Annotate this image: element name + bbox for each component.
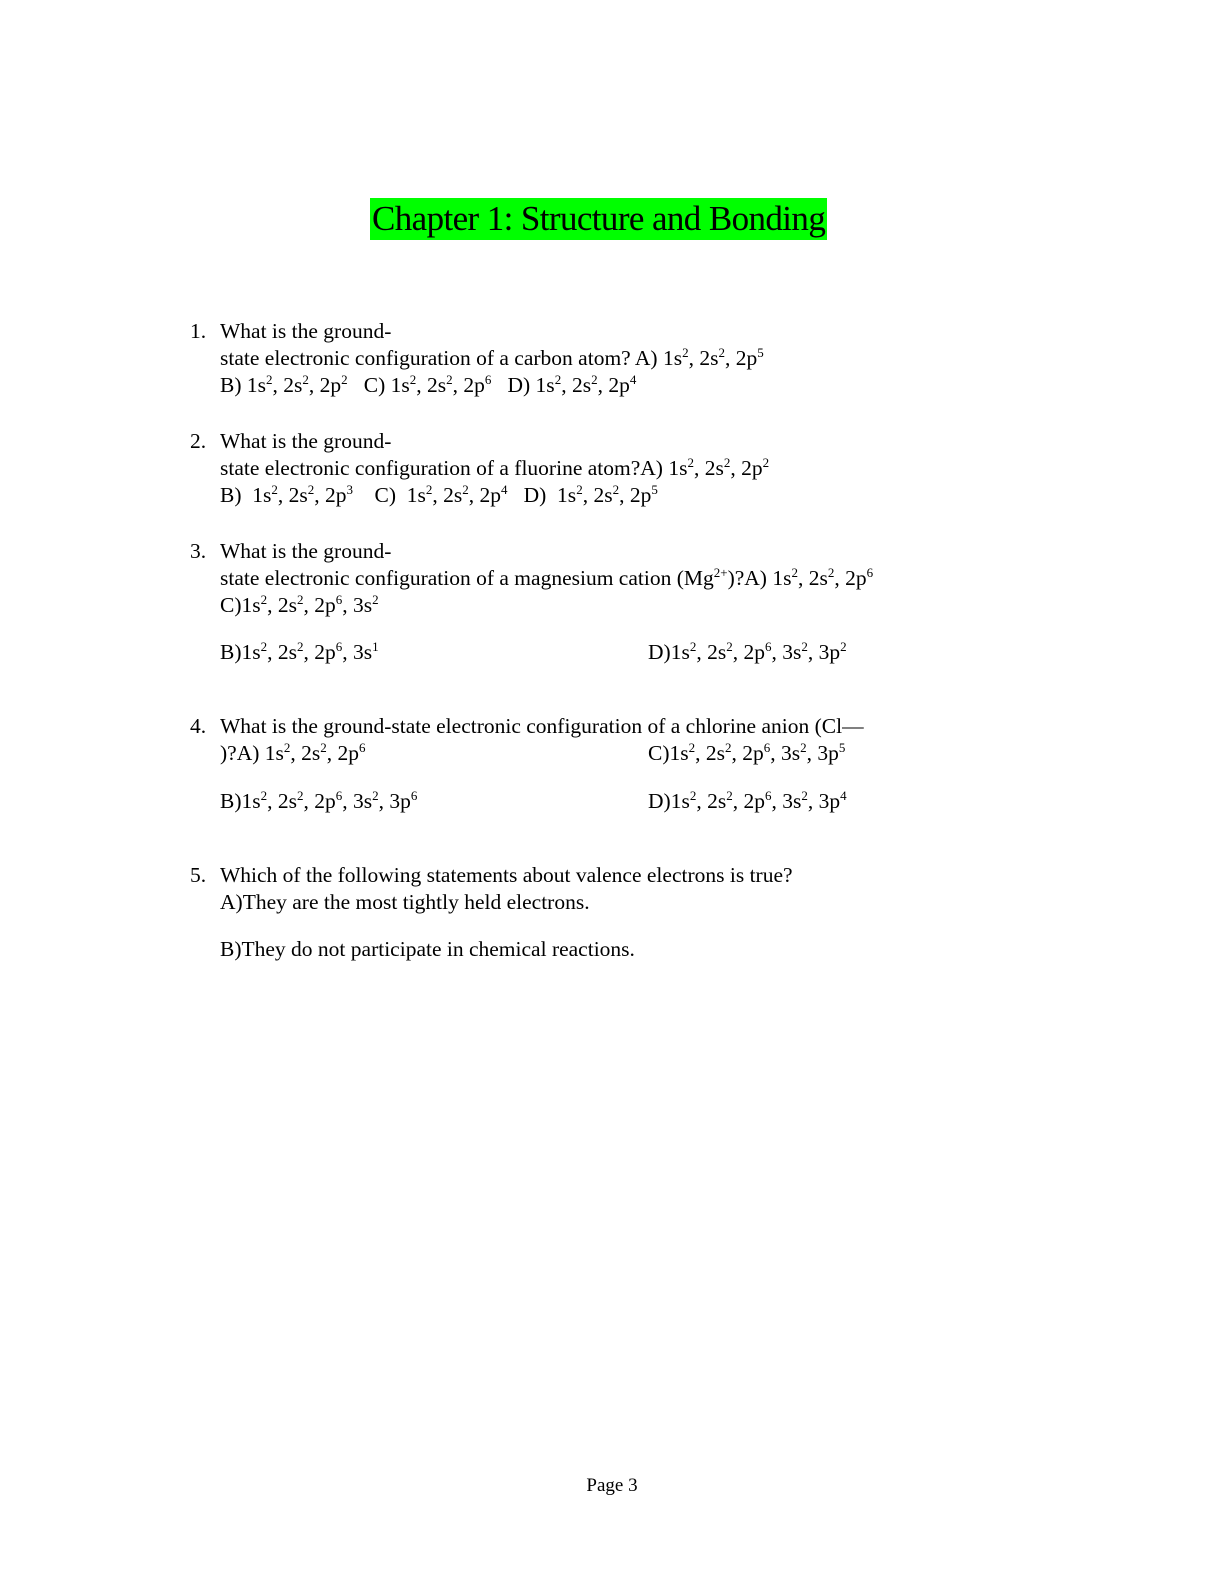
answer-option-a: A)They are the most tightly held electrons. [220, 890, 590, 914]
answer-option-b: $B)1s^2$, $2s^2$, $2p^6$, $3s^1$ [220, 639, 379, 664]
question-number: 3. [190, 539, 207, 563]
question-text-line: What is the ground-state electronic configuration of a chlorine anion (Cl— [220, 714, 864, 738]
answer-option-b: B)They do not participate in chemical reactions. [220, 937, 635, 961]
page-number: Page 3 [586, 1475, 638, 1496]
question-number: 4. [190, 714, 207, 738]
answer-option-b: $B)1s^2$, $2s^2$, $2p^6$, $3s^2$, $3p^6$ [220, 788, 418, 813]
question-text-line: state electronic configuration of a magnesium cation $(Mg^{2+})?A$) $1s^2$, $2s^2$, $2p^6$ [220, 565, 874, 590]
answer-option-d: $D)1s^2$, $2s^2$, $2p^6$, $3s^2$, $3p^4$ [648, 788, 847, 813]
answer-options-line: B) $1s^2$, $2s^2$, $2p^2$ C) $1s^2$, $2s^2$, $2p^6$ D) $1s^2$, $2s^2$, $2p^4$ [220, 372, 637, 397]
answer-options-line: B) $1s^2$, $2s^2$, $2p^3$ C) $1s^2$, $2s^2$, $2p^4$ D) $1s^2$, $2s^2$, $2p^5$ [220, 482, 658, 507]
question-text-line: state electronic configuration of a fluorine atom?A) $1s^2$, $2s^2$, $2p^2$ [220, 455, 770, 480]
answer-option-d: $D)1s^2$, $2s^2$, $2p^6$, $3s^2$, $3p^2$ [648, 639, 847, 664]
question-text-line: state electronic configuration of a carbon atom? A) $1s^2$, $2s^2$, $2p^5$ [220, 345, 764, 370]
question-number: 2. [190, 429, 207, 453]
question-text-line: What is the ground- [220, 539, 392, 563]
answer-option-c: $C)1s^2$, $2s^2$, $2p^6$, $3s^2$ [220, 592, 379, 617]
chapter-title: Chapter 1: Structure and Bonding [372, 199, 826, 238]
question-text-line: Which of the following statements about valence electrons is true? [220, 863, 793, 887]
question-text-line: What is the ground- [220, 319, 392, 343]
answer-option-c: $C)1s^2$, $2s^2$, $2p^6$, $3s^2$, $3p^5$ [648, 740, 846, 765]
question-text-line: )?A) $1s^2$, $2s^2$, $2p^6$ [220, 740, 366, 765]
question-number: 1. [190, 319, 207, 343]
question-text-line: What is the ground- [220, 429, 392, 453]
question-number: 5. [190, 863, 207, 887]
